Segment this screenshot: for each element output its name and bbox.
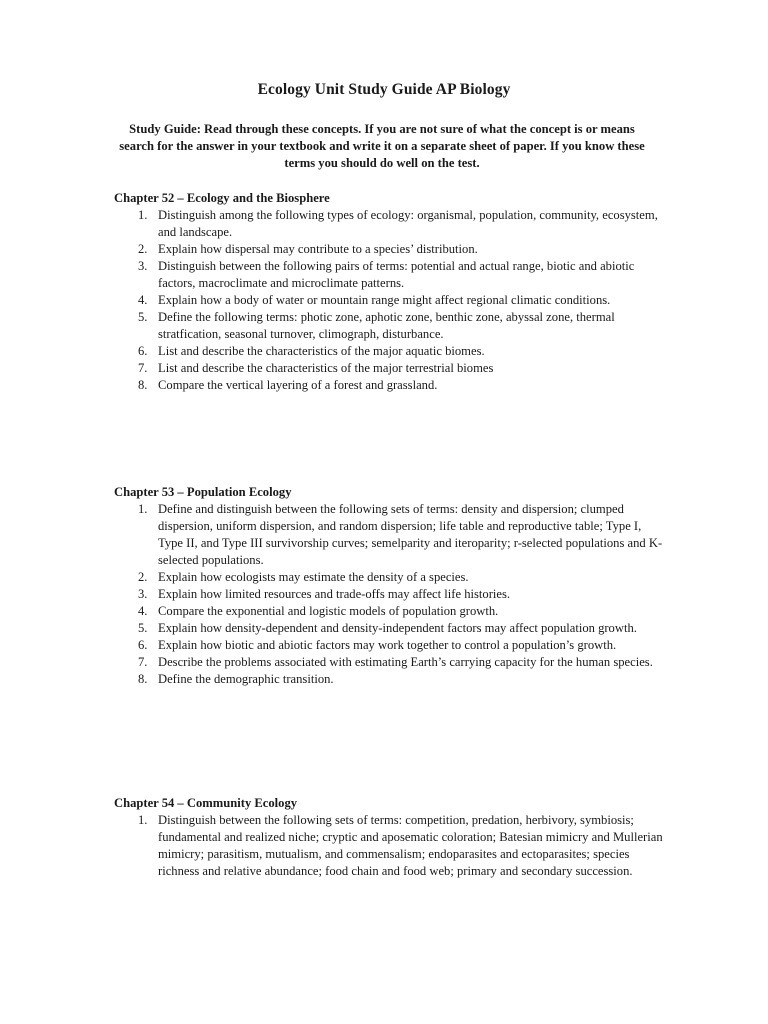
item-list: [114, 501, 666, 688]
item-text: Define and distinguish between the following sets of terms: density and dispersion; clumped dispersion, uniform dispersion, and random dispersion; life table and reproductive table; Type I, Type II, and Type III survivorship curves; semelparity and iteroparity; r-selected populations and K-selected populations.: [158, 502, 663, 567]
item-number: 8.: [138, 672, 148, 686]
section-heading: Chapter 52 – Ecology and the Biosphere: [114, 191, 330, 205]
item-text: Explain how dispersal may contribute to a species’ distribution.: [158, 242, 478, 256]
list-item: [114, 671, 666, 688]
item-text: Describe the problems associated with estimating Earth’s carrying capacity for the human species.: [158, 655, 653, 669]
list-item: [114, 654, 666, 671]
item-number: 5.: [138, 310, 148, 324]
item-text: Explain how a body of water or mountain range might affect regional climatic conditions.: [158, 293, 611, 307]
section-chapter-52: [114, 190, 666, 394]
item-list: [114, 812, 666, 880]
list-item: [114, 620, 666, 637]
item-number: 7.: [138, 655, 148, 669]
item-number: 5.: [138, 621, 148, 635]
item-number: 1.: [138, 208, 148, 222]
document-title: Ecology Unit Study Guide AP Biology: [257, 81, 511, 98]
list-item: [114, 603, 666, 620]
item-number: 2.: [138, 570, 148, 584]
section-heading: Chapter 54 – Community Ecology: [114, 796, 298, 810]
list-item: [114, 812, 666, 880]
list-item: [114, 258, 666, 292]
item-text: List and describe the characteristics of the major terrestrial biomes: [158, 361, 494, 375]
list-item: [114, 207, 666, 241]
section-heading: Chapter 53 – Population Ecology: [114, 485, 292, 499]
item-text: List and describe the characteristics of the major aquatic biomes.: [158, 344, 485, 358]
list-item: [114, 309, 666, 343]
list-item: [114, 343, 666, 360]
item-number: 3.: [138, 587, 148, 601]
item-number: 7.: [138, 361, 148, 375]
item-text: Compare the exponential and logistic models of population growth.: [158, 604, 499, 618]
item-number: 6.: [138, 344, 148, 358]
list-item: [114, 292, 666, 309]
item-text: Distinguish between the following pairs of terms: potential and actual range, biotic and abiotic factors, macroclimate and microclimate patterns.: [158, 259, 635, 290]
item-text: Explain how density-dependent and density-independent factors may affect population growth.: [158, 621, 637, 635]
item-text: Distinguish among the following types of ecology: organismal, population, community, ecosystem, and landscape.: [158, 208, 658, 239]
item-number: 3.: [138, 259, 148, 273]
list-item: [114, 360, 666, 377]
item-list: [114, 207, 666, 394]
item-number: 2.: [138, 242, 148, 256]
list-item: [114, 569, 666, 586]
list-item: [114, 637, 666, 654]
section-chapter-54: [114, 795, 666, 880]
item-number: 1.: [138, 502, 148, 516]
item-text: Define the demographic transition.: [158, 672, 334, 686]
item-number: 6.: [138, 638, 148, 652]
item-number: 8.: [138, 378, 148, 392]
item-number: 1.: [138, 813, 148, 827]
item-text: Explain how limited resources and trade-offs may affect life histories.: [158, 587, 511, 601]
list-item: [114, 501, 666, 569]
item-text: Explain how ecologists may estimate the density of a species.: [158, 570, 469, 584]
section-chapter-53: [114, 484, 666, 688]
item-number: 4.: [138, 293, 148, 307]
study-guide-intro: Study Guide: Read through these concepts. If you are not sure of what the concept is or means search for the answer in your textbook and write it on a separate sheet of paper. If you know these terms you should do well on the test.: [119, 122, 645, 170]
list-item: [114, 241, 666, 258]
item-number: 4.: [138, 604, 148, 618]
list-item: [114, 377, 666, 394]
item-text: Define the following terms: photic zone, aphotic zone, benthic zone, abyssal zone, thermal stratfication, seasonal turnover, climograph, disturbance.: [158, 310, 615, 341]
item-text: Distinguish between the following sets of terms: competition, predation, herbivory, symbiosis; fundamental and realized niche; cryptic and aposematic coloration; Batesian mimicry and Mullerian mimicry; parasitism, mutualism, and commensalism; endoparasites and ectoparasites; species richness and relative abundance; food chain and food web; primary and secondary succession.: [158, 813, 663, 878]
item-text: Compare the vertical layering of a forest and grassland.: [158, 378, 438, 392]
item-text: Explain how biotic and abiotic factors may work together to control a population’s growth.: [158, 638, 617, 652]
list-item: [114, 586, 666, 603]
